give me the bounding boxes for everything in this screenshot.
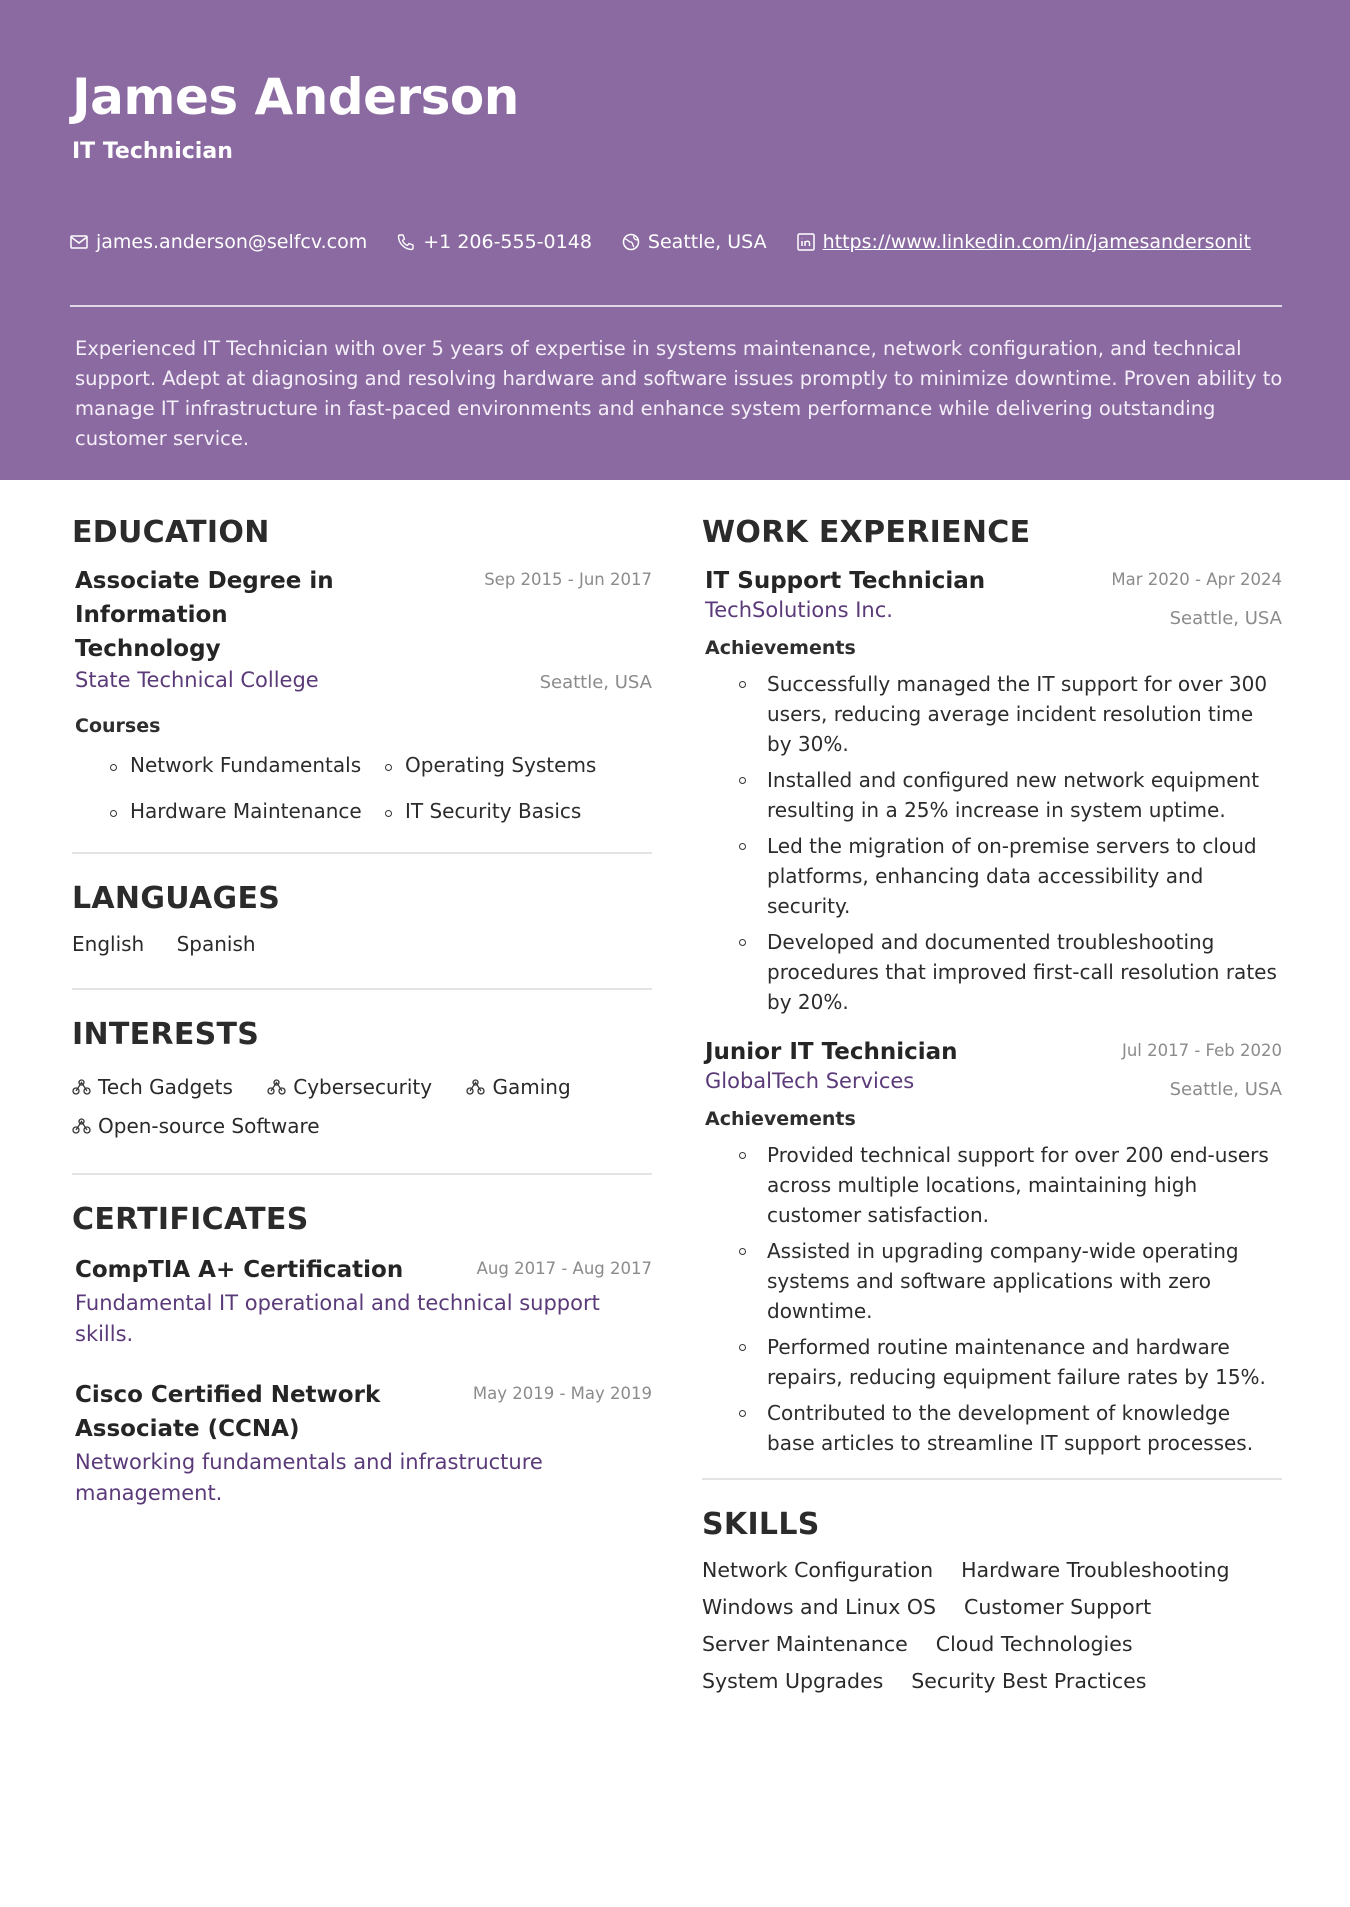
degree-line-2: Technology bbox=[75, 636, 221, 662]
interest-icon bbox=[267, 1079, 287, 1095]
interest-label: Open-source Software bbox=[98, 1114, 320, 1138]
course-item: Hardware Maintenance bbox=[110, 799, 385, 823]
professional-summary: Experienced IT Technician with over 5 years of expertise in systems maintenance, network configuration, and technical support. Adept at diagnosing and resolving hardware and software issues promptly to minimize downtime. Proven ability to manage IT infrastructure in fast-paced environments and enhance system performance while delivering outstanding customer service. bbox=[75, 337, 1283, 450]
school-name: State Technical College bbox=[75, 668, 319, 692]
candidate-name: James Anderson bbox=[72, 68, 519, 126]
section-divider bbox=[72, 852, 652, 854]
certificate-description: Fundamental IT operational and technical support skills. bbox=[75, 1291, 600, 1346]
linkedin-icon bbox=[797, 233, 815, 251]
interest-icon bbox=[72, 1079, 92, 1095]
achievements-list bbox=[739, 669, 1282, 1017]
achievement-item: Led the migration of on-premise servers to cloud platforms, enhancing data accessibility and security. bbox=[739, 831, 1282, 921]
candidate-role: IT Technician bbox=[72, 139, 233, 164]
certificate-item bbox=[75, 1253, 652, 1350]
interest-icon bbox=[466, 1079, 486, 1095]
section-title-languages: LANGUAGES bbox=[72, 881, 281, 916]
interest-item bbox=[72, 1107, 320, 1145]
section-title-skills: SKILLS bbox=[702, 1507, 820, 1542]
certificate-dates: May 2019 - May 2019 bbox=[472, 1384, 652, 1403]
education-section bbox=[72, 515, 652, 823]
section-title-education: EDUCATION bbox=[72, 515, 270, 550]
interests-section bbox=[72, 1017, 652, 1146]
certificate-description: Networking fundamentals and infrastructure management. bbox=[75, 1450, 543, 1505]
interest-item bbox=[267, 1068, 432, 1106]
email-text: james.anderson@selfcv.com bbox=[96, 231, 368, 253]
interest-item bbox=[72, 1068, 233, 1106]
degree-title bbox=[75, 564, 484, 666]
achievement-item: Assisted in upgrading company-wide operating systems and software applications with zero downtime. bbox=[739, 1236, 1282, 1326]
language-item: English bbox=[72, 932, 145, 956]
achievements-label: Achievements bbox=[705, 1108, 856, 1130]
school-location: Seattle, USA bbox=[539, 672, 652, 693]
achievement-item: Provided technical support for over 200 end-users across multiple locations, maintaining high customer satisfaction. bbox=[739, 1140, 1282, 1230]
header-divider bbox=[70, 305, 1282, 307]
achievement-item: Developed and documented troubleshooting procedures that improved first-call resolution rates by 20%. bbox=[739, 927, 1282, 1017]
job-dates: Jul 2017 - Feb 2020 bbox=[1121, 1041, 1282, 1060]
company-name: GlobalTech Services bbox=[705, 1069, 915, 1093]
skills-section bbox=[702, 1507, 1282, 1693]
skill-item: Server Maintenance bbox=[702, 1632, 908, 1656]
certificate-title-line-2: Associate (CCNA) bbox=[75, 1416, 300, 1442]
interest-item bbox=[466, 1068, 570, 1106]
section-divider bbox=[72, 988, 652, 990]
contact-bar bbox=[70, 231, 1281, 253]
job-location: Seattle, USA bbox=[1169, 1079, 1282, 1100]
job-entry bbox=[705, 564, 1282, 1017]
interest-icon bbox=[72, 1118, 92, 1134]
skill-item: Network Configuration bbox=[702, 1558, 934, 1582]
certificates-section bbox=[72, 1202, 652, 1509]
courses-label: Courses bbox=[75, 715, 161, 737]
mail-icon bbox=[70, 235, 88, 249]
certificate-title-line-1: Cisco Certified Network bbox=[75, 1382, 381, 1408]
section-title-certificates: CERTIFICATES bbox=[72, 1202, 309, 1237]
contact-phone[interactable] bbox=[397, 231, 592, 253]
right-column bbox=[702, 515, 1282, 1706]
section-title-experience: WORK EXPERIENCE bbox=[702, 515, 1031, 550]
achievement-item: Installed and configured new network equipment resulting in a 25% increase in system uptime. bbox=[739, 765, 1282, 825]
skill-item: Cloud Technologies bbox=[935, 1632, 1133, 1656]
company-name: TechSolutions Inc. bbox=[705, 598, 893, 622]
location-text: Seattle, USA bbox=[647, 231, 767, 253]
certificate-dates: Aug 2017 - Aug 2017 bbox=[476, 1259, 652, 1278]
phone-text: +1 206-555-0148 bbox=[423, 231, 592, 253]
achievements-list bbox=[739, 1140, 1282, 1458]
contact-location bbox=[622, 231, 767, 253]
skill-item: Hardware Troubleshooting bbox=[961, 1558, 1230, 1582]
course-item: Network Fundamentals bbox=[110, 753, 385, 777]
skill-item: System Upgrades bbox=[702, 1669, 884, 1693]
resume-header bbox=[0, 0, 1350, 480]
section-title-interests: INTERESTS bbox=[72, 1017, 260, 1052]
education-dates: Sep 2015 - Jun 2017 bbox=[484, 570, 652, 589]
language-item: Spanish bbox=[176, 932, 256, 956]
skill-item: Security Best Practices bbox=[911, 1669, 1147, 1693]
job-entry bbox=[705, 1035, 1282, 1458]
job-title: IT Support Technician bbox=[705, 568, 986, 594]
interest-label: Cybersecurity bbox=[293, 1075, 433, 1099]
achievement-item: Contributed to the development of knowledge base articles to streamline IT support processes. bbox=[739, 1398, 1282, 1458]
certificate-title bbox=[75, 1378, 380, 1446]
interest-label: Tech Gadgets bbox=[98, 1075, 233, 1099]
job-title: Junior IT Technician bbox=[705, 1039, 958, 1065]
section-divider bbox=[702, 1478, 1282, 1480]
certificate-item bbox=[75, 1378, 652, 1509]
job-dates: Mar 2020 - Apr 2024 bbox=[1111, 570, 1282, 589]
section-divider bbox=[72, 1173, 652, 1175]
phone-icon bbox=[397, 233, 415, 251]
left-column bbox=[72, 515, 652, 1509]
achievement-item: Successfully managed the IT support for over 300 users, reducing average incident resolution time by 30%. bbox=[739, 669, 1282, 759]
skills-list bbox=[702, 1558, 1282, 1693]
job-location: Seattle, USA bbox=[1169, 608, 1282, 629]
achievement-item: Performed routine maintenance and hardware repairs, reducing equipment failure rates by 15%. bbox=[739, 1332, 1282, 1392]
course-item: Operating Systems bbox=[385, 753, 645, 777]
certificate-title: CompTIA A+ Certification bbox=[75, 1257, 404, 1283]
skill-item: Windows and Linux OS bbox=[702, 1595, 937, 1619]
courses-list bbox=[110, 753, 652, 823]
degree-line-1: Associate Degree in Information bbox=[75, 568, 334, 628]
achievements-label: Achievements bbox=[705, 637, 856, 659]
interest-label: Gaming bbox=[492, 1075, 571, 1099]
course-item: IT Security Basics bbox=[385, 799, 645, 823]
globe-icon bbox=[622, 233, 640, 251]
contact-linkedin[interactable] bbox=[797, 231, 1251, 253]
languages-section bbox=[72, 881, 652, 956]
linkedin-link[interactable]: https://www.linkedin.com/in/jamesandersonit bbox=[822, 231, 1251, 253]
experience-section bbox=[702, 515, 1282, 1458]
skill-item: Customer Support bbox=[964, 1595, 1152, 1619]
contact-email[interactable] bbox=[70, 231, 367, 253]
